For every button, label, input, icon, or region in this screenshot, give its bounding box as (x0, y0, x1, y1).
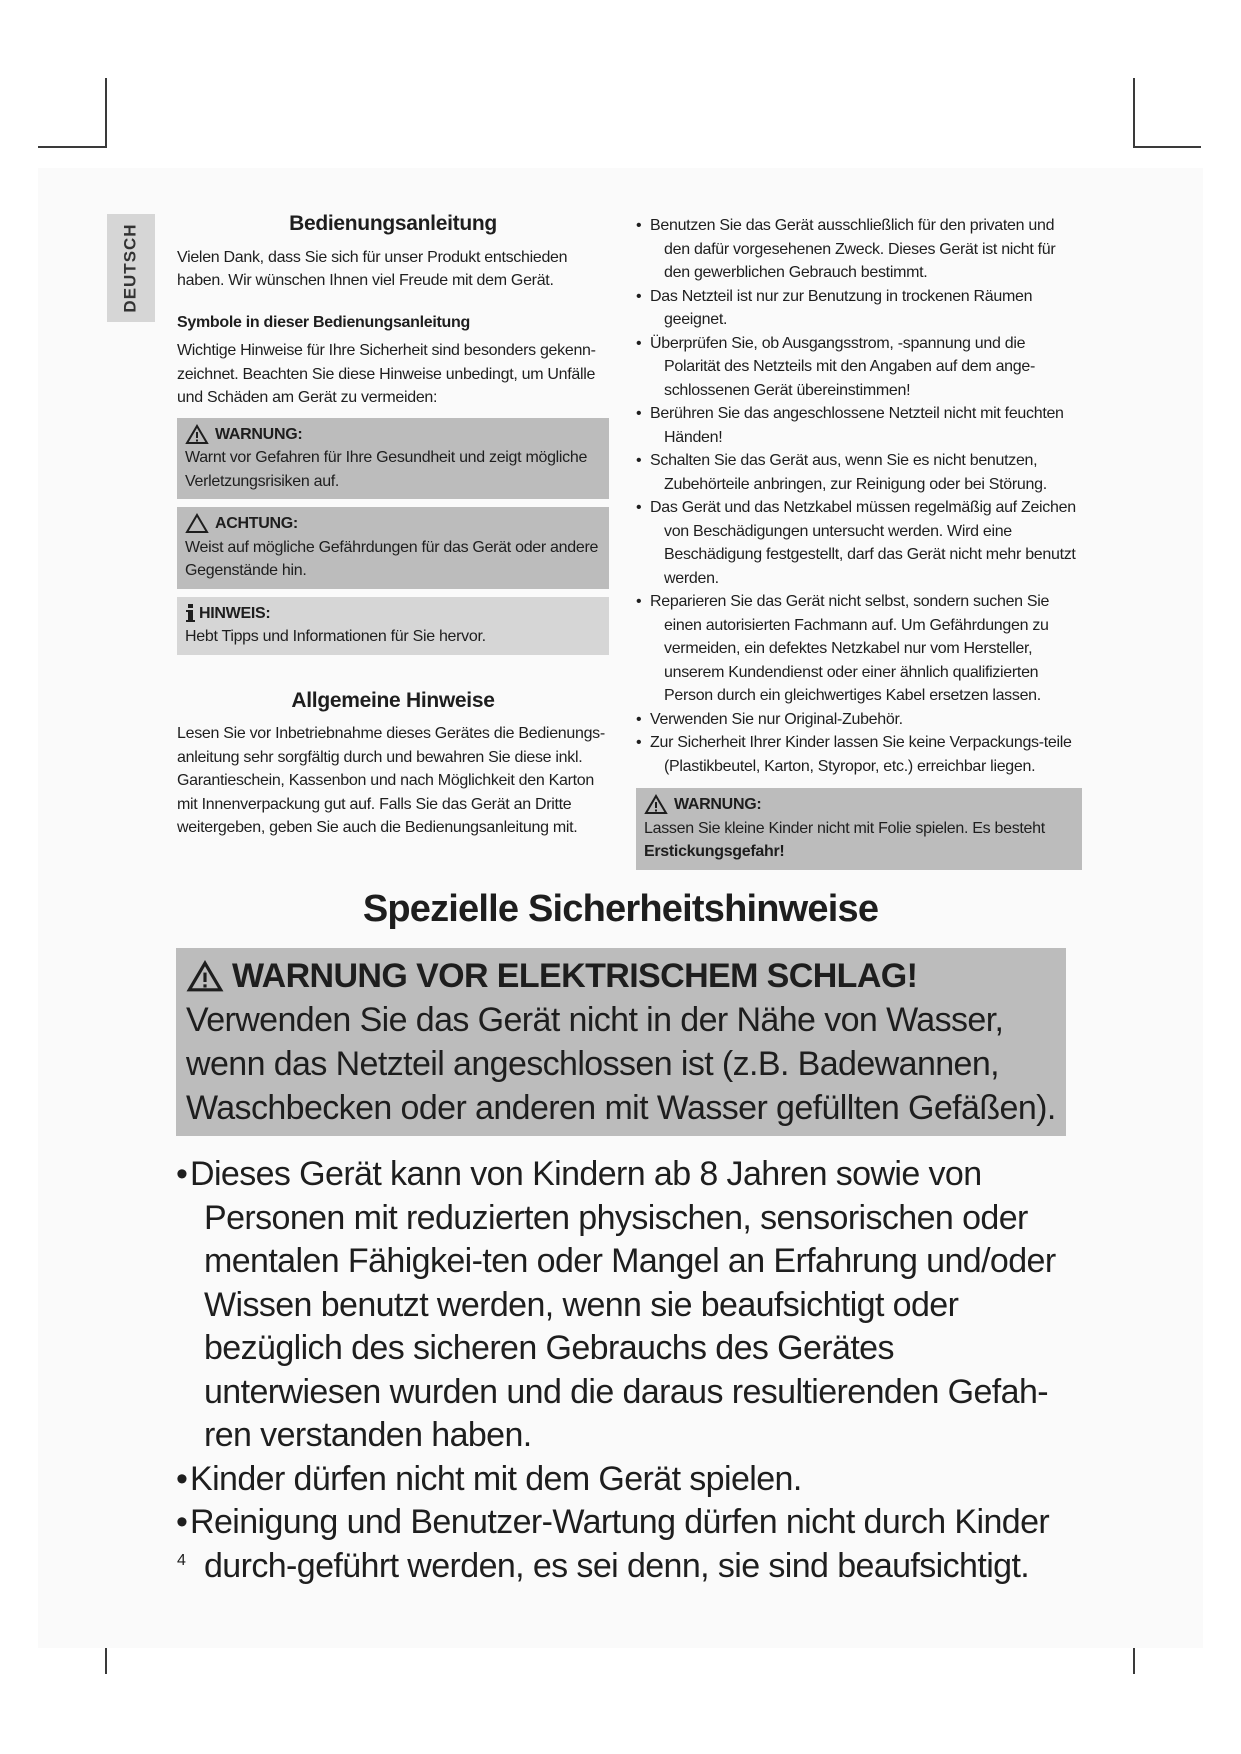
right-column (636, 214, 1082, 870)
language-tab (107, 214, 155, 322)
caution-triangle-icon (185, 513, 209, 534)
crop-mark-top-left-horizontal (38, 146, 106, 148)
electric-shock-warning-box (176, 948, 1066, 1136)
note-box (177, 597, 609, 655)
warning-label: WARNUNG: (215, 425, 303, 443)
page-number: 4 (177, 1552, 186, 1569)
note-text: Hebt Tipps und Informationen für Sie hervor. (185, 628, 486, 645)
general-text: Lesen Sie vor Inbetriebnahme dieses Gerätes die Bedienungs-anleitung sehr sorgfältig durch und bewahren Sie diese inkl. Garantieschein, Kassenbon und nach Möglichkeit den Karton mit Innenverpackung gut auf. Falls Sie das Gerät an Dritte weitergeben, geben Sie auch die Bedienungsanleitung mit. (177, 725, 605, 836)
list-item: • Reinigung und Benutzer-Wartung dürfen nicht durch Kinder durch-geführt werden, es sei denn, sie sind beaufsichtigt. (176, 1501, 1066, 1588)
language-tab-label: DEUTSCH (121, 223, 141, 313)
electric-shock-warning-label: WARNUNG VOR ELEKTRISCHEM SCHLAG! (232, 957, 918, 995)
list-item: • Überprüfen Sie, ob Ausgangsstrom, -spannung und die Polarität des Netzteils mit den Angaben auf dem ange-schlossenen Gerät übereinstimmen! (636, 332, 1082, 403)
special-safety-title: Spezielle Sicherheitshinweise (362, 888, 879, 930)
warning-triangle-icon (186, 960, 224, 993)
symbols-heading: Symbole in dieser Bedienungsanleitung (177, 313, 470, 331)
list-item: • Schalten Sie das Gerät aus, wenn Sie es nicht benutzen, Zubehörteile anbringen, zur Reinigung oder bei Störung. (636, 449, 1082, 496)
list-item: • Zur Sicherheit Ihrer Kinder lassen Sie keine Verpackungs-teile (Plastikbeutel, Karton, Styropor, etc.) erreichbar liegen. (636, 731, 1082, 778)
packaging-warning-text: Lassen Sie kleine Kinder nicht mit Folie spielen. Es besteht (644, 819, 1045, 837)
caution-box (177, 507, 609, 589)
crop-mark-top-right-horizontal (1133, 146, 1201, 148)
list-item: • Reparieren Sie das Gerät nicht selbst, sondern suchen Sie einen autorisierten Fachmann auf. Um Gefährdungen zu vermeiden, ein defektes Netzkabel nur vom Hersteller, unserem Kundendienst oder einer ähnlich qualifizierten Person durch ein gleichwertiges Kabel ersetzen lassen. (636, 590, 1082, 708)
warning-text: Warnt vor Gefahren für Ihre Gesundheit und zeigt mögliche Verletzungsrisiken auf. (185, 449, 588, 490)
note-label: HINWEIS: (199, 604, 271, 622)
general-title: Allgemeine Hinweise (291, 688, 495, 712)
symbols-text: Wichtige Hinweise für Ihre Sicherheit sind besonders gekenn-zeichnet. Beachten Sie diese Hinweise unbedingt, um Unfälle und Schäden am Gerät zu vermeiden: (177, 342, 596, 406)
warning-triangle-icon (185, 424, 209, 445)
packaging-warning-emphasis: Erstickungsgefahr! (644, 843, 785, 860)
intro-text: Vielen Dank, dass Sie sich für unser Produkt entschieden haben. Wir wünschen Ihnen viel Freude mit dem Gerät. (177, 248, 568, 289)
warning-box (177, 418, 609, 500)
packaging-warning-label: WARNUNG: (674, 796, 762, 813)
list-item: • Dieses Gerät kann von Kindern ab 8 Jahren sowie von Personen mit reduzierten physischen, sensorischen oder mentalen Fähigkei-ten oder Mangel an Erfahrung und/oder Wissen benutzt werden, wenn sie beaufsichtigt oder bezüglich des sicheren Gebrauchs des Gerätes unterwiesen wurden und die daraus resultierenden Gefah-ren verstanden haben. (176, 1153, 1066, 1458)
manual-title: Bedienungsanleitung (289, 212, 497, 235)
list-item: • Verwenden Sie nur Original-Zubehör. (636, 708, 1082, 732)
electric-shock-warning-text: Verwenden Sie das Gerät nicht in der Nähe von Wasser, wenn das Netzteil angeschlossen ist (z.B. Badewannen, Waschbecken oder anderen mit Wasser gefüllten Gefäßen). (186, 1001, 1056, 1127)
list-item: • Benutzen Sie das Gerät ausschließlich für den privaten und den dafür vorgesehenen Zweck. Dieses Gerät ist nicht für den gewerblichen Gebrauch bestimmt. (636, 214, 1082, 285)
safety-bullet-list (636, 214, 1082, 778)
packaging-warning-box (636, 788, 1082, 870)
list-item: • Das Netzteil ist nur zur Benutzung in trockenen Räumen geeignet. (636, 285, 1082, 332)
info-icon (185, 603, 197, 623)
crop-mark-top-right-vertical (1133, 78, 1135, 148)
caution-label: ACHTUNG: (215, 515, 298, 532)
list-item: • Berühren Sie das angeschlossene Netzteil nicht mit feuchten Händen! (636, 402, 1082, 449)
list-item: • Das Gerät und das Netzkabel müssen regelmäßig auf Zeichen von Beschädigungen untersucht werden. Wird eine Beschädigung festgestellt, darf das Gerät nicht mehr benutzt werden. (636, 496, 1082, 590)
warning-triangle-icon (644, 794, 668, 815)
special-bullet-list (176, 1153, 1066, 1588)
list-item: • Kinder dürfen nicht mit dem Gerät spielen. (176, 1458, 1066, 1502)
left-column (177, 212, 609, 840)
caution-text: Weist auf mögliche Gefährdungen für das Gerät oder andere Gegenstände hin. (185, 538, 599, 579)
crop-mark-top-left-vertical (105, 78, 107, 148)
